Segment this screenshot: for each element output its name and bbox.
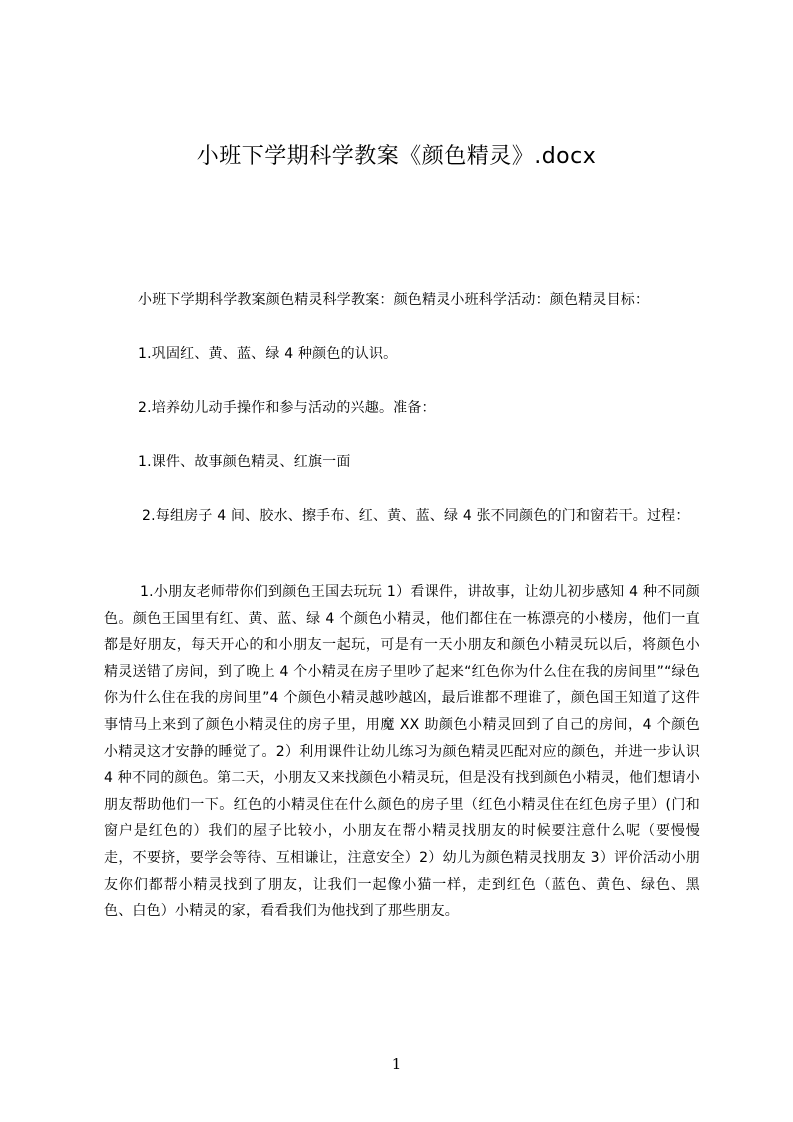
paragraph-prep-2: 2.每组房子 4 间、胶水、擦手布、红、黄、蓝、绿 4 张不同颜色的门和窗若干。过程：: [142, 508, 690, 524]
document-title: 小班下学期科学教案《颜色精灵》.docx: [196, 144, 597, 169]
paragraph-goal-2: 2.培养幼儿动手操作和参与活动的兴趣。准备：: [138, 400, 436, 416]
page-number: 1: [391, 1055, 402, 1073]
paragraph-intro: 小班下学期科学教案颜色精灵科学教案：颜色精灵小班科学活动：颜色精灵目标：: [138, 292, 650, 308]
paragraph-prep-1: 1.课件、故事颜色精灵、红旗一面: [138, 454, 351, 470]
paragraph-goal-1: 1.巩固红、黄、蓝、绿 4 种颜色的认识。: [138, 346, 398, 362]
paragraph-process: 1.小朋友老师带你们到颜色王国去玩玩 1）看课件，讲故事，让幼儿初步感知 4 种不同颜色。颜色王国里有红、黄、蓝、绿 4 个颜色小精灵，他们都住在一栋漂亮的小楼房，他们一直都是好朋友，每天开心的和小朋友一起玩，可是有一天小朋友和颜色小精灵玩以后，将颜色小精灵送错了房间，到了晚上 4 个小精灵在房子里吵了起来“红色你为什么住在我的房间里”“绿色你为什么住在我的房间里”4 个颜色小精灵越吵越凶，最后谁都不理谁了，颜色国王知道了这件事情马上来到了颜色小精灵住的房子里，用魔 XX 助颜色小精灵回到了自己的房间，4 个颜色小精灵这才安静的睡觉了。2）利用课件让幼儿练习为颜色精灵匹配对应的颜色，并进一步认识 4 种不同的颜色。第二天，小朋友又来找颜色小精灵玩，但是没有找到颜色小精灵，他们想请小朋友帮助他们一下。红色的小精灵住在什么颜色的房子里（红色小精灵住在红色房子里）(门和窗户是红色的）我们的屋子比较小，小朋友在帮小精灵找朋友的时候要注意什么呢（要慢慢走，不要挤，要学会等待、互相谦让，注意安全）2）幼儿为颜色精灵找朋友 3）评价活动小朋友你们都帮小精灵找到了朋友，让我们一起像小猫一样，走到红色（蓝色、黄色、绿色、黑色、白色）小精灵的家，看看我们为他找到了那些朋友。: [104, 584, 700, 920]
